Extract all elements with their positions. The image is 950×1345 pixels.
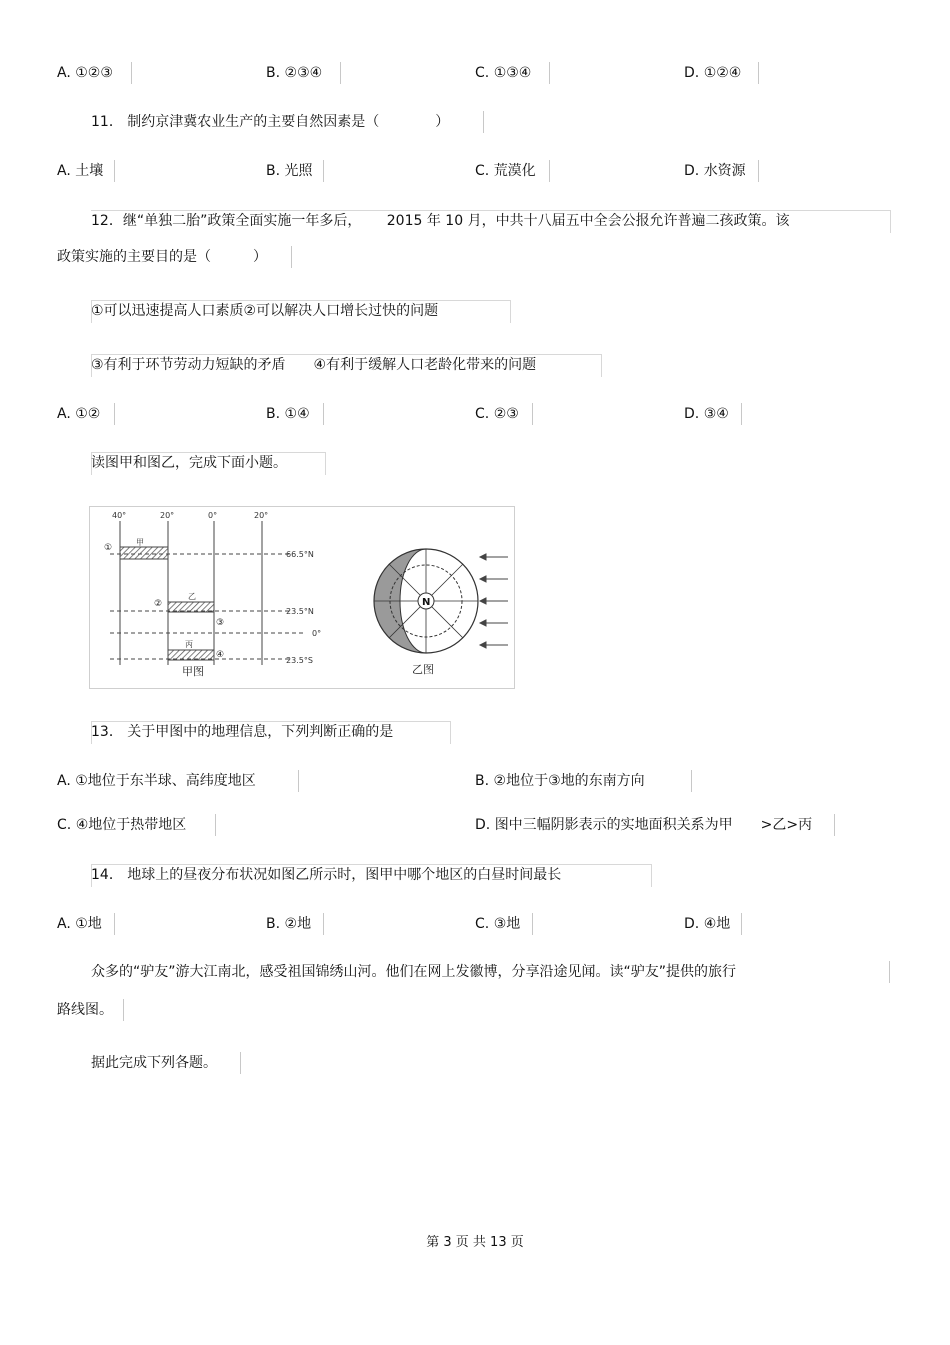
lon-label: 20°	[160, 511, 175, 520]
q11-stem: 11． 制约京津冀农业生产的主要自然因素是（ ）	[91, 114, 450, 130]
region-yi	[168, 602, 214, 612]
q12-stem-line1: 12．继“单独二胎”政策全面实施一年多后， 2015 年 10 月，中共十八届五中全会公报允许普遍二孩政策。该	[91, 213, 790, 229]
q10-option-d[interactable]: D. ①②④	[684, 65, 742, 81]
q14-stem: 14． 地球上的昼夜分布状况如图乙所示时，图甲中哪个地区的白昼时间最长	[91, 867, 562, 883]
region-bing	[168, 650, 214, 660]
q11-option-a[interactable]: A. 土壤	[57, 163, 104, 179]
q12-stem-line2: 政策实施的主要目的是（ ）	[57, 249, 267, 265]
q14-option-a[interactable]: A. ①地	[57, 916, 102, 932]
page-footer: 第 3 页 共 13 页	[426, 1235, 524, 1250]
q13-option-a[interactable]: A. ①地位于东半球、高纬度地区	[57, 773, 256, 789]
q14-option-b[interactable]: B. ②地	[266, 916, 312, 932]
figure-jia-yi	[89, 506, 515, 689]
lat-label: 23.5°S	[286, 656, 313, 665]
lat-label: 23.5°N	[286, 607, 314, 616]
passage-line-3: 据此完成下列各题。	[91, 1055, 217, 1071]
point-label: ①	[104, 543, 113, 553]
q11-option-d[interactable]: D. 水资源	[684, 163, 746, 179]
q12-statement-1: ①可以迅速提高人口素质②可以解决人口增长过快的问题	[91, 303, 439, 319]
region-label: 甲	[136, 538, 144, 547]
q12-option-a[interactable]: A. ①②	[57, 406, 101, 422]
lon-label: 0°	[208, 511, 218, 520]
lat-label: 66.5°N	[286, 550, 314, 559]
point-label: ②	[154, 599, 163, 609]
q10-option-a[interactable]: A. ①②③	[57, 65, 113, 81]
q12-statement-2: ③有利于环节劳动力短缺的矛盾 ④有利于缓解人口老龄化带来的问题	[91, 357, 537, 373]
q13-option-b[interactable]: B. ②地位于③地的东南方向	[475, 773, 645, 789]
passage-line-1: 众多的“驴友”游大江南北，感受祖国锦绣山河。他们在网上发徽博，分享沿途见闻。读“驴友”提供的旅行	[91, 964, 737, 980]
q13-stem: 13． 关于甲图中的地理信息，下列判断正确的是	[91, 724, 394, 740]
point-label: ④	[216, 650, 225, 660]
q12-option-c[interactable]: C. ②③	[475, 406, 519, 422]
region-label: 丙	[185, 640, 193, 649]
region-jia	[120, 547, 168, 559]
q10-option-c[interactable]: C. ①③④	[475, 65, 532, 81]
q12-option-d[interactable]: D. ③④	[684, 406, 729, 422]
region-label: 乙	[188, 592, 196, 601]
q14-option-c[interactable]: C. ③地	[475, 916, 521, 932]
q10-option-b[interactable]: B. ②③④	[266, 65, 323, 81]
lon-label: 40°	[112, 511, 127, 520]
q14-option-d[interactable]: D. ④地	[684, 916, 731, 932]
intro-text: 读图甲和图乙，完成下面小题。	[91, 455, 287, 471]
q12-option-b[interactable]: B. ①④	[266, 406, 310, 422]
q13-option-c[interactable]: C. ④地位于热带地区	[57, 817, 187, 833]
caption-yi: 乙图	[412, 663, 434, 676]
q13-option-d[interactable]: D. 图中三幅阴影表示的实地面积关系为甲 >乙>丙	[475, 817, 813, 833]
diagram-yi	[374, 549, 508, 676]
passage-line-2: 路线图。	[57, 1002, 113, 1018]
pole-label: N	[422, 597, 431, 608]
point-label: ③	[216, 618, 225, 628]
caption-jia: 甲图	[182, 665, 204, 678]
lon-label: 20°	[254, 511, 269, 520]
q11-option-c[interactable]: C. 荒漠化	[475, 163, 536, 179]
figure-svg	[90, 507, 514, 688]
q11-option-b[interactable]: B. 光照	[266, 163, 313, 179]
lat-label: 0°	[312, 629, 322, 638]
